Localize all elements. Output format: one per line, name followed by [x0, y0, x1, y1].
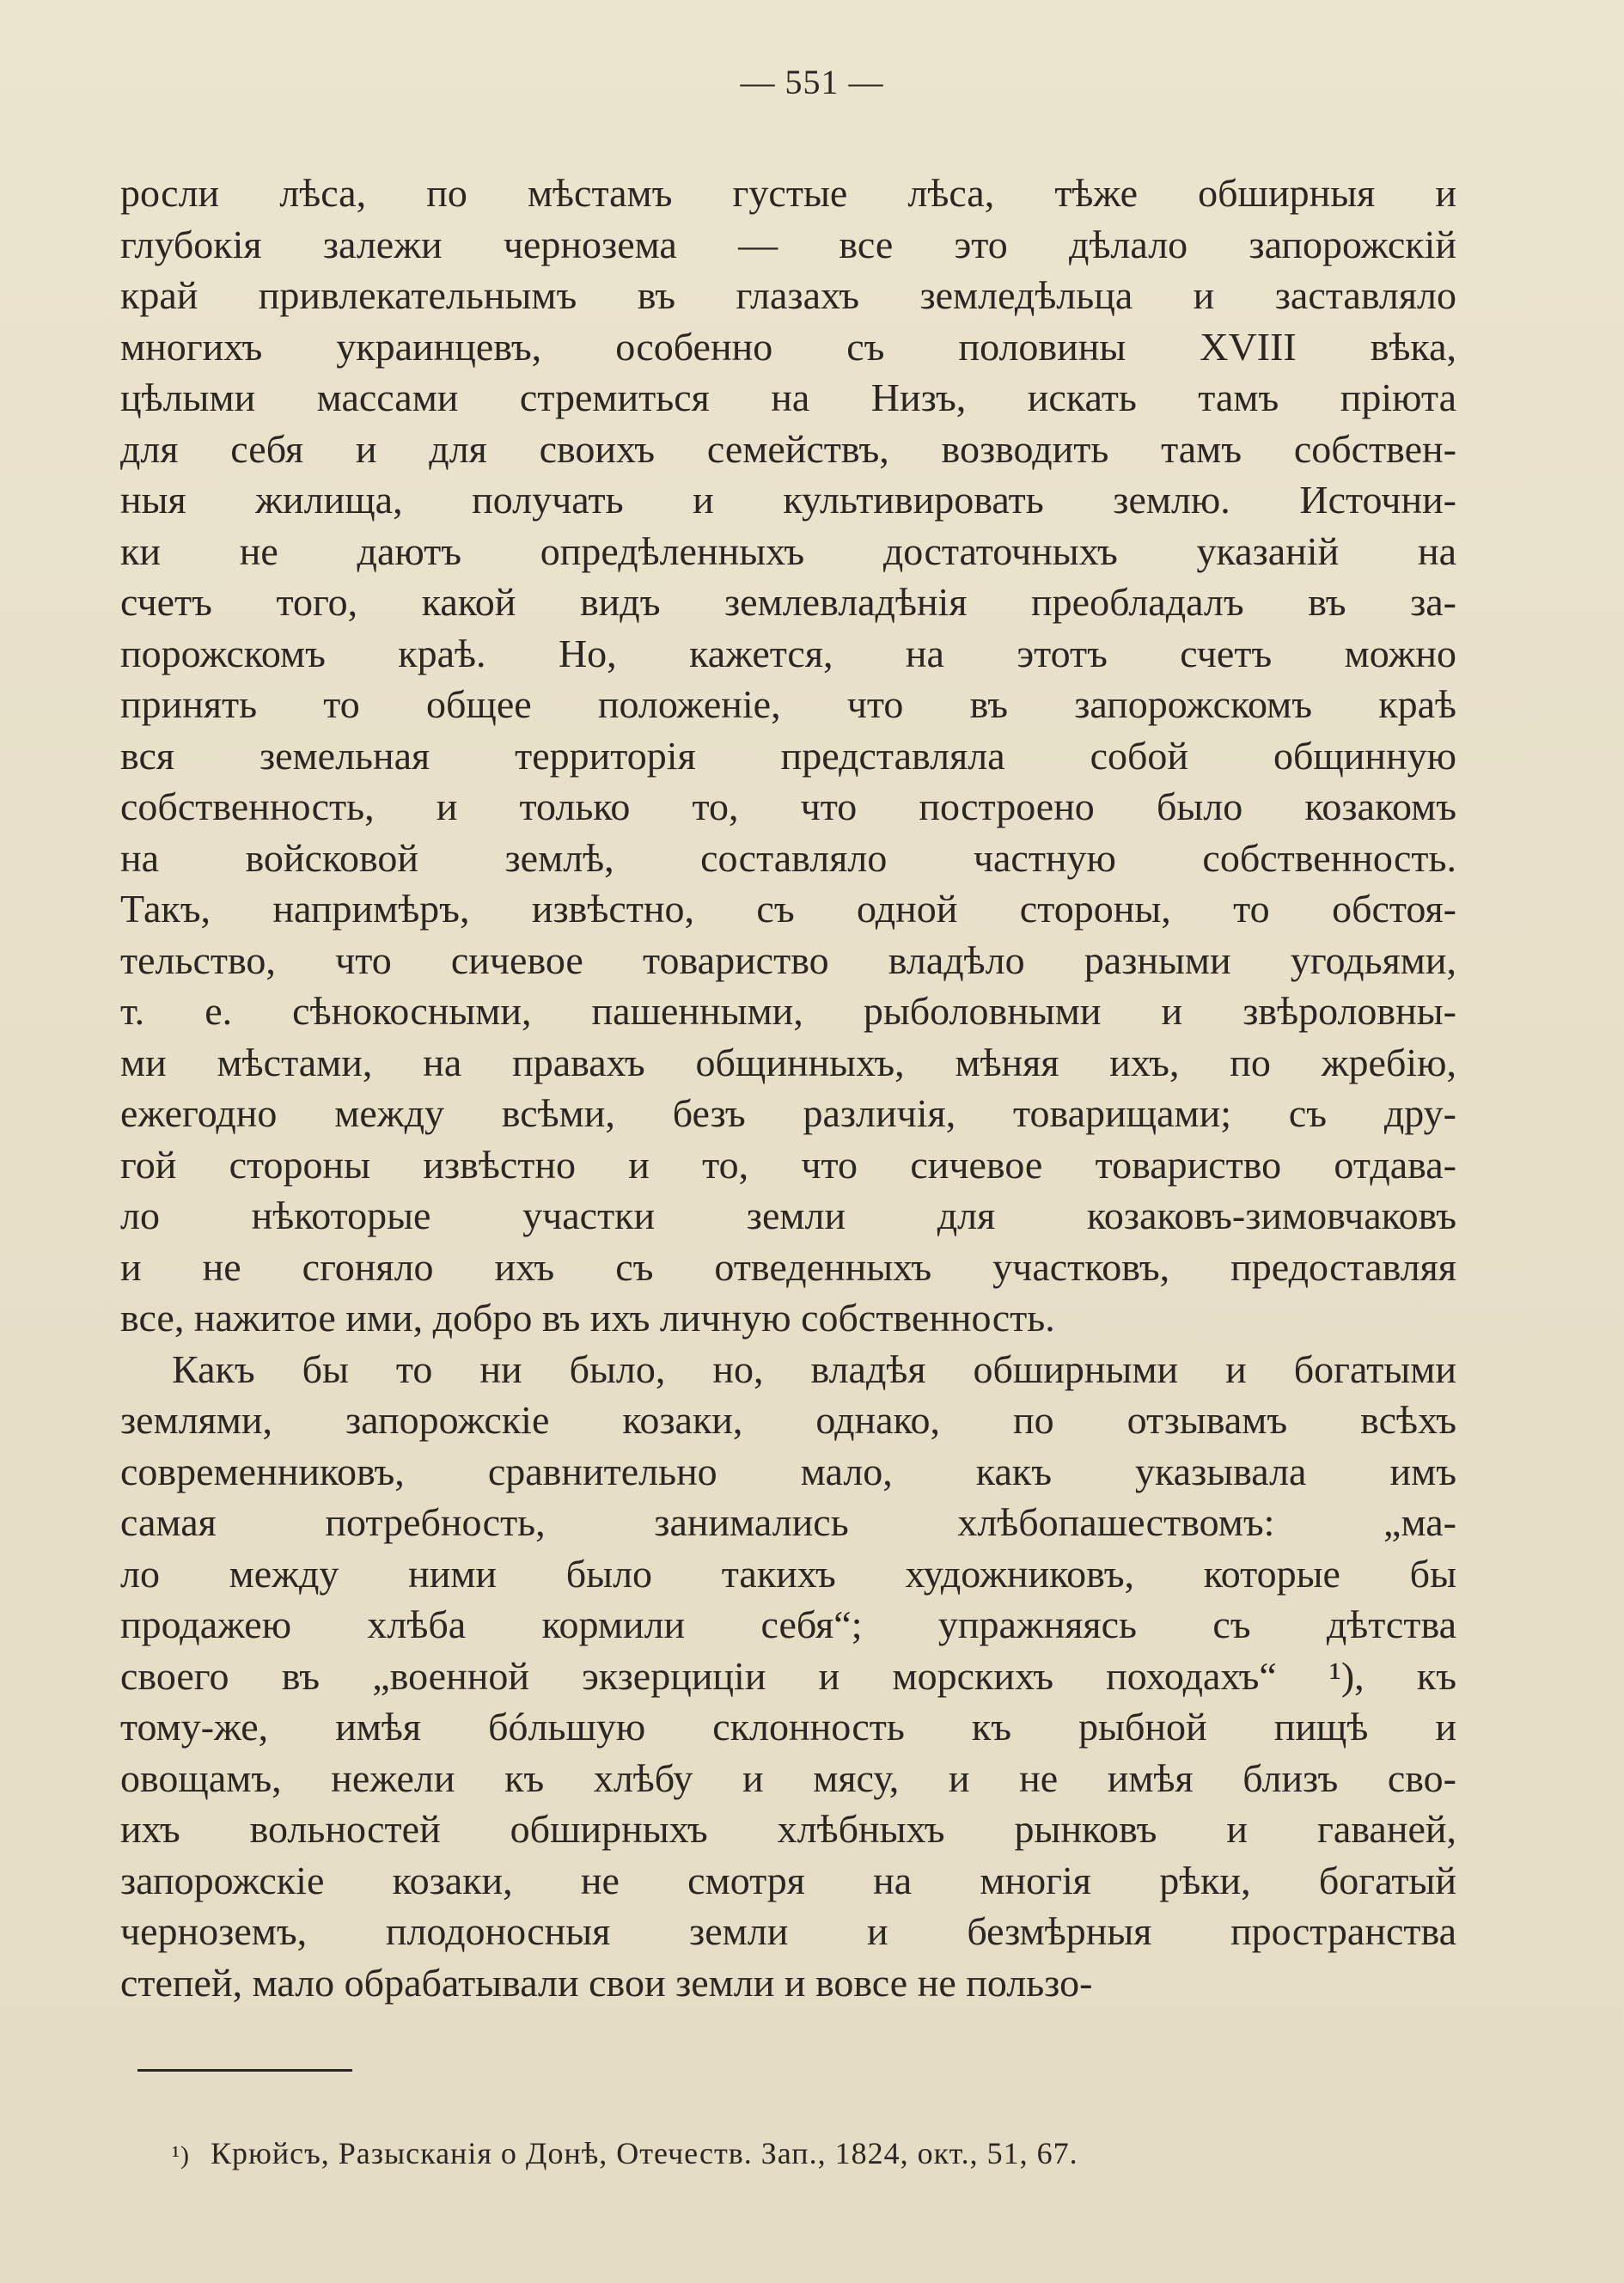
text-line: счетъ того, какой видъ землевладѣнія преобладалъ въ за- [120, 580, 1456, 624]
text-line: тому-же, имѣя бóльшую склонность къ рыбной пищѣ и [120, 1705, 1456, 1749]
text-line: ки не даютъ опредѣленныхъ достаточныхъ указаній на [120, 528, 1456, 573]
text-line: глубокія залежи чернозема — все это дѣлало запорожскій [120, 222, 1456, 266]
paragraph-2 [120, 1344, 1456, 2009]
text-line: ежегодно между всѣми, безъ различія, товарищами; съ дру- [120, 1091, 1456, 1135]
text-line: т. е. сѣнокосными, пашенными, рыболовными и звѣроловны- [120, 989, 1456, 1033]
text-line: гой стороны извѣстно и то, что сичевое товариство отдава- [120, 1142, 1456, 1187]
text-line: запорожскіе козаки, не смотря на многія рѣки, богатый [120, 1858, 1456, 1902]
text-line: черноземъ, плодоносныя земли и безмѣрныя пространства [120, 1909, 1456, 1953]
text-line: цѣлыми массами стремиться на Низъ, искать тамъ пріюта [120, 375, 1456, 419]
footnote [172, 2135, 1461, 2171]
text-line: степей, мало обрабатывали свои земли и вовсе не пользо- [120, 1960, 1093, 2005]
text-line: овощамъ, нежели къ хлѣбу и мясу, и не имѣя близъ сво- [120, 1755, 1456, 1800]
text-line: современниковъ, сравнительно мало, какъ указывала имъ [120, 1449, 1456, 1493]
text-line: вся земельная территорія представляла собой общинную [120, 733, 1456, 778]
text-line: порожскомъ краѣ. Но, кажется, на этотъ счетъ можно [120, 631, 1456, 675]
text-line: землями, запорожскіе козаки, однако, по отзывамъ всѣхъ [120, 1398, 1456, 1442]
text-line: многихъ украинцевъ, особенно съ половины XVIII вѣка, [120, 324, 1456, 369]
text-line: самая потребность, занимались хлѣбопашествомъ: „ма- [120, 1500, 1456, 1544]
text-line: ихъ вольностей обширныхъ хлѣбныхъ рынковъ и гаваней, [120, 1807, 1456, 1851]
text-line: край привлекательнымъ въ глазахъ земледѣльца и заставляло [120, 273, 1456, 317]
body-text [120, 168, 1456, 2008]
footnote-text: Крюйсъ, Разысканія о Донѣ, Отечеств. Зап., 1824, окт., 51, 67. [210, 2136, 1078, 2170]
text-line: продажею хлѣба кормили себя“; упражняясь съ дѣтства [120, 1602, 1456, 1646]
text-line: для себя и для своихъ семействъ, возводить тамъ собствен- [120, 426, 1456, 471]
text-line: Какъ бы то ни было, но, владѣя обширными и богатыми [172, 1346, 1456, 1391]
footnote-marker: ¹) [172, 2141, 190, 2170]
text-line: ло нѣкоторые участки земли для козаковъ-зимовчаковъ [120, 1193, 1456, 1237]
text-line: своего въ „военной экзерциціи и морскихъ походахъ“ ¹), къ [120, 1653, 1456, 1698]
text-line: принять то общее положеніе, что въ запорожскомъ краѣ [120, 682, 1456, 726]
text-line: ныя жилища, получать и культивировать землю. Источни- [120, 478, 1456, 522]
text-line: на войсковой землѣ, составляло частную собственность. [120, 835, 1456, 880]
text-line: и не сгоняло ихъ съ отведенныхъ участковъ, предоставляя [120, 1244, 1456, 1289]
text-line: все, нажитое ими, добро въ ихъ личную собственность. [120, 1296, 1055, 1340]
text-line: тельство, что сичевое товариство владѣло разными угодьями, [120, 937, 1456, 982]
text-line: ло между ними было такихъ художниковъ, которые бы [120, 1551, 1456, 1596]
text-line: собственность, и только то, что построено было козакомъ [120, 784, 1456, 828]
text-line: росли лѣса, по мѣстамъ густые лѣса, тѣже обширныя и [120, 171, 1456, 215]
footnote-divider [137, 2069, 352, 2072]
paragraph-1 [120, 168, 1456, 1344]
text-line: ми мѣстами, на правахъ общинныхъ, мѣняя ихъ, по жребію, [120, 1040, 1456, 1084]
page-number: — 551 — [740, 63, 884, 101]
text-line: Такъ, напримѣръ, извѣстно, съ одной стороны, то обстоя- [120, 887, 1456, 931]
